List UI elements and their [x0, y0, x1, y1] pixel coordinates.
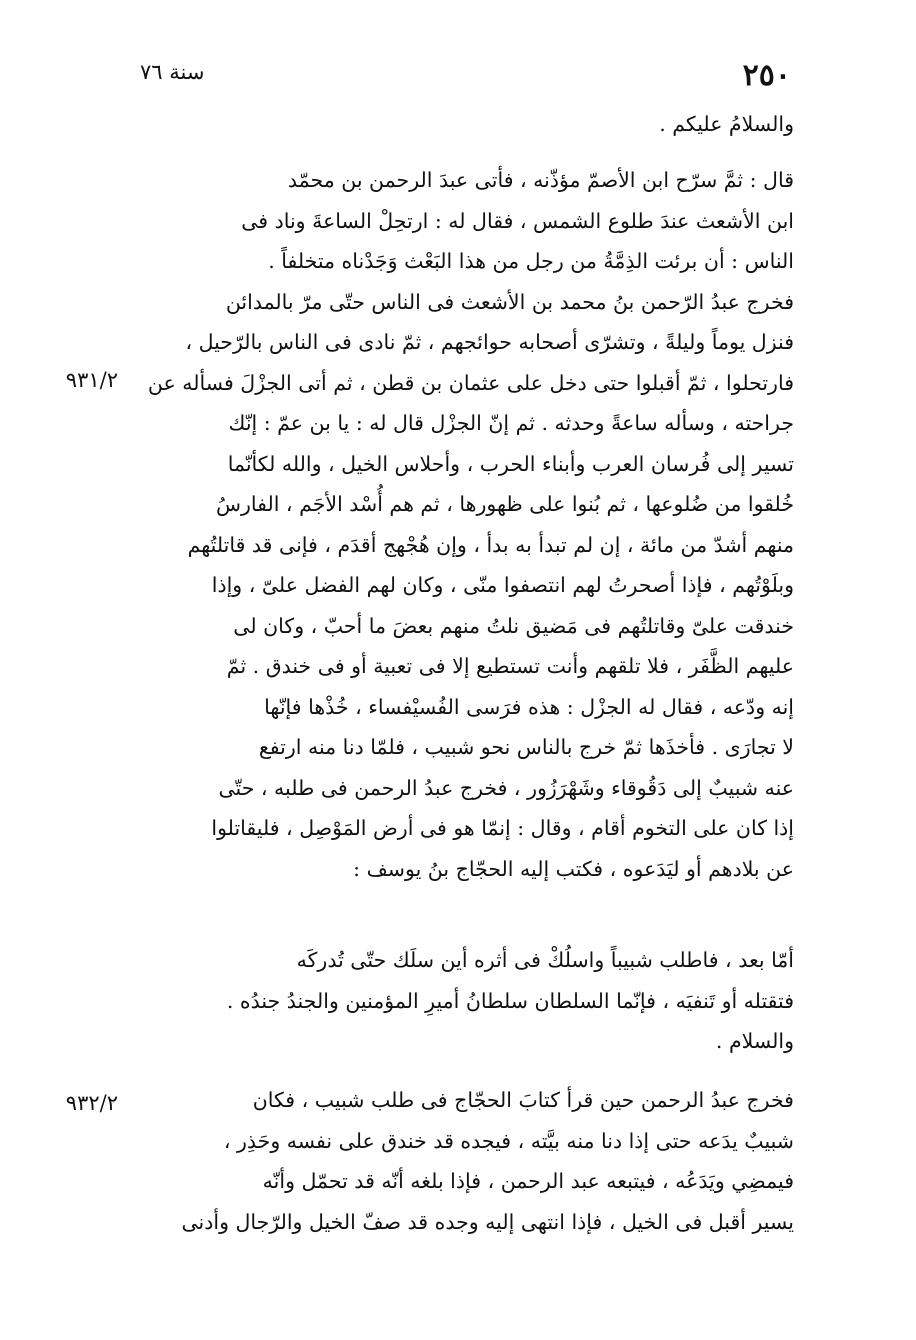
text-line: ابن الأشعث عندَ طلوع الشمس ، فقال له : ارتحِلْ الساعةَ وناد فى [241, 208, 794, 233]
paragraph-narrative [132, 160, 794, 889]
paragraph-letter [132, 940, 794, 1062]
text-line: خُلقوا من ضُلوعها ، ثم بُنوا على ظهورها ، ثم هم أُسْد الأجَم ، الفارسُ [215, 492, 794, 516]
text-line: فنزل يوماً وليلةً ، وتشرّى أصحابه حوائجهم ، ثمّ نادى فى الناس بالرّحيل ، [185, 330, 794, 354]
text-line: شبيبٌ يدَعه حتى إذا دنا منه بيَّته ، فيجده قد خندق على نفسه وحَذِر ، [223, 1128, 794, 1153]
paragraph-closing [132, 104, 794, 145]
text-line: قال : ثمَّ سرّح ابن الأصمّ مؤذّنه ، فأتى عبدَ الرحمن بن محمّد [287, 168, 794, 192]
text-line: منهم أشدّ من مائة ، إن لم تبدأ به بدأ ، وإن هُجْهج أقدَم ، فإنى قد قاتلتُهم [187, 532, 794, 557]
text-line: جراحته ، وسأله ساعةً وحدثه . ثم إنّ الجزْل قال له : يا بن عمّ : إنّك [228, 411, 794, 435]
text-line: والسلامُ عليكم . [659, 112, 794, 136]
text-line: لا تجارَى . فأخذَها ثمّ خرج بالناس نحو شبيب ، فلمّا دنا منه ارتفع [258, 735, 794, 759]
paragraph-continuation [132, 1080, 794, 1242]
text-line: خندقت علىّ وقاتلتُهم فى مَضيق نلتُ منهم بعضَ ما أحبّ ، وكان لى [233, 613, 794, 638]
text-line: فارتحلوا ، ثمّ أقبلوا حتى دخل على عثمان بن قطن ، ثم أتى الجزْلَ فسأله عن [147, 370, 794, 395]
margin-reference: ٩٣٢/٢ [65, 1091, 118, 1115]
text-line: يسير أقبل فى الخيل ، فإذا انتهى إليه وجده قد صفّ الخيل والرّجال وأدنى [181, 1209, 794, 1234]
text-line: إنه ودّعه ، فقال له الجزْل : هذه فرَسى الفُسيْفساء ، خُذْها فإنّها [264, 694, 794, 719]
page-number: ٢٥٠ [742, 58, 791, 93]
text-line: والسلام . [715, 1029, 794, 1053]
running-header-year: سنة ٧٦ [140, 60, 205, 84]
text-line: فخرج عبدُ الرّحمن بنُ محمد بن الأشعث فى الناس حتّى مرّ بالمدائن [225, 289, 794, 314]
text-line: إذا كان على التخوم أقام ، وقال : إنمّا هو فى أرض المَوْصِل ، فليقاتلوا [211, 816, 794, 840]
text-line: عنه شبيبٌ إلى دَقُوقاء وشَهْرَزُور ، فخرج عبدُ الرحمن فى طلبه ، حتّى [218, 775, 794, 800]
text-line: الناس : أن برئت الذِمَّةُ من رجل من هذا البَعْث وَجَدْناه متخلفاً . [268, 249, 794, 273]
text-line: فخرج عبدُ الرحمن حين قرأ كتابَ الحجّاج فى طلب شبيب ، فكان [252, 1088, 794, 1112]
text-line: عن بلادهم أو ليَدَعوه ، فكتب إليه الحجّاج بنُ يوسف : [353, 856, 794, 881]
text-line: وبلَوْتُهم ، فإذا أصحرتُ لهم انتصفوا منّى ، وكان لهم الفضل علىّ ، وإذا [211, 573, 794, 597]
text-line: فتقتله أو تَنفيَه ، فإنّما السلطان سلطانُ أميرِ المؤمنين والجندُ جندُه . [226, 988, 794, 1013]
text-line: عليهم الظَّفَر ، فلا تلقهم وأنت تستطيع إلا فى تعبية أو فى خندق . ثمّ [226, 654, 794, 678]
text-line: أمّا بعد ، فاطلب شبيباً واسلُكْ فى أثره أين سلَك حتّى تُدركَه [296, 948, 794, 972]
margin-reference: ٩٣١/٢ [65, 368, 118, 392]
text-line: تسير إلى فُرسان العرب وأبناء الحرب ، وأحلاس الخيل ، والله لكأنّما [227, 451, 794, 476]
text-line: فيمضِي ويَدَعُه ، فيتبعه عبد الرحمن ، فإذا بلغه أنّه قد تحمّل وأنّه [262, 1169, 794, 1193]
